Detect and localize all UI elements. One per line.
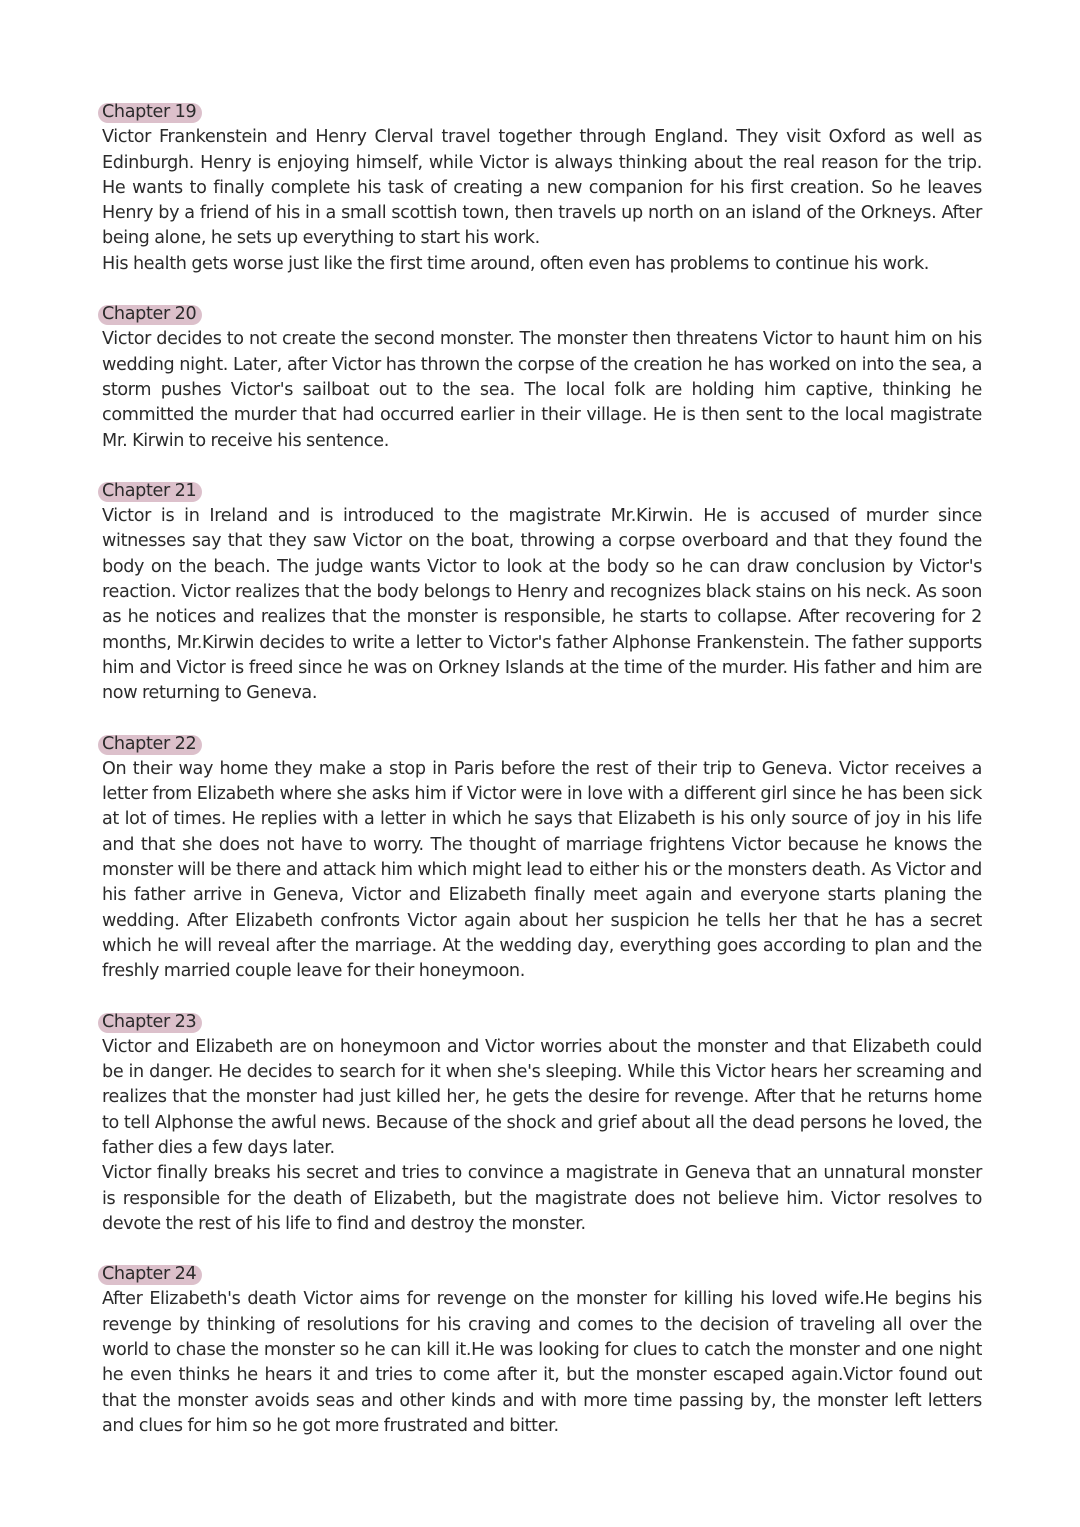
chapter-22-section — [102, 732, 982, 985]
chapter-heading: Chapter 20 — [100, 302, 200, 327]
chapter-heading: Chapter 24 — [100, 1262, 200, 1287]
chapter-heading: Chapter 22 — [100, 732, 200, 757]
chapter-24-section — [102, 1262, 982, 1439]
chapter-paragraph: After Elizabeth's death Victor aims for revenge on the monster for killing his loved wife.He begins his revenge by thinking of resolutions for his craving and comes to the decision of traveling all over the world to chase the monster so he can kill it.He was looking for clues to catch the monster and one night he even thinks he hears it and tries to come after it, but the monster escaped again.Victor found out that the monster avoids seas and other kinds and with more time passing by, the monster left letters and clues for him so he got more frustrated and bitter. — [102, 1289, 982, 1436]
chapter-paragraph: On their way home they make a stop in Paris before the rest of their trip to Geneva. Victor receives a letter from Elizabeth where she asks him if Victor were in love with a different girl since he has been sick at lot of times. He replies with a letter in which he says that Elizabeth is his only source of joy in his life and that she does not have to worry. The thought of marriage frightens Victor because he knows the monster will be there and attack him which might lead to either his or the monsters death. As Victor and his father arrive in Geneva, Victor and Elizabeth finally meet again and everyone starts planing the wedding. After Elizabeth confronts Victor again about her suspicion he tells her that he has a secret which he will reveal after the marriage. At the wedding day, everything goes according to plan and the freshly married couple leave for their honeymoon. — [102, 758, 982, 982]
chapter-paragraph: His health gets worse just like the first time around, often even has problems to continue his work. — [102, 253, 930, 274]
chapter-23-section — [102, 1010, 982, 1238]
chapter-heading: Chapter 21 — [100, 479, 200, 504]
chapter-heading: Chapter 19 — [100, 100, 200, 125]
chapter-paragraph: Victor and Elizabeth are on honeymoon and Victor worries about the monster and that Elizabeth could be in danger. He decides to search for it when she's sleeping. While this Victor hears her screaming and realizes that the monster had just killed her, he gets the desire for revenge. After that he returns home to tell Alphonse the awful news. Because of the shock and grief about all the dead persons he loved, the father dies a few days later. — [102, 1036, 982, 1158]
chapter-paragraph: Victor Frankenstein and Henry Clerval travel together through England. They visit Oxford as well as Edinburgh. Henry is enjoying himself, while Victor is always thinking about the real reason for the trip. He wants to finally complete his task of creating a new companion for his first creation. So he leaves Henry by a friend of his in a small scottish town, then travels up north on an island of the Orkneys. After being alone, he sets up everything to start his work. — [102, 127, 982, 249]
chapter-heading: Chapter 23 — [100, 1010, 200, 1035]
chapter-paragraph: Victor finally breaks his secret and tries to convince a magistrate in Geneva that an unnatural monster is responsible for the death of Elizabeth, but the magistrate does not believe him. Victor resolves to devote the rest of his life to find and destroy the monster. — [102, 1163, 982, 1234]
chapter-21-section — [102, 479, 982, 707]
chapter-paragraph: Victor is in Ireland and is introduced to the magistrate Mr.Kirwin. He is accused of murder since witnesses say that they saw Victor on the boat, throwing a corpse overboard and that they found the body on the beach. The judge wants Victor to look at the body so he can draw conclusion by Victor's reaction. Victor realizes that the body belongs to Henry and recognizes black stains on his neck. As soon as he notices and realizes that the monster is responsible, he starts to collapse. After recovering for 2 months, Mr.Kirwin decides to write a letter to Victor's father Alphonse Frankenstein. The father supports him and Victor is freed since he was on Orkney Islands at the time of the murder. His father and him are now returning to Geneva. — [102, 506, 982, 704]
chapter-19-section — [102, 100, 982, 277]
chapter-paragraph: Victor decides to not create the second monster. The monster then threatens Victor to haunt him on his wedding night. Later, after Victor has thrown the corpse of the creation he has worked on into the sea, a storm pushes Victor's sailboat out to the sea. The local folk are holding him captive, thinking he committed the murder that had occurred earlier in their village. He is then sent to the local magistrate Mr. Kirwin to receive his sentence. — [102, 329, 982, 451]
chapter-20-section — [102, 302, 982, 454]
document-page — [102, 100, 982, 1464]
